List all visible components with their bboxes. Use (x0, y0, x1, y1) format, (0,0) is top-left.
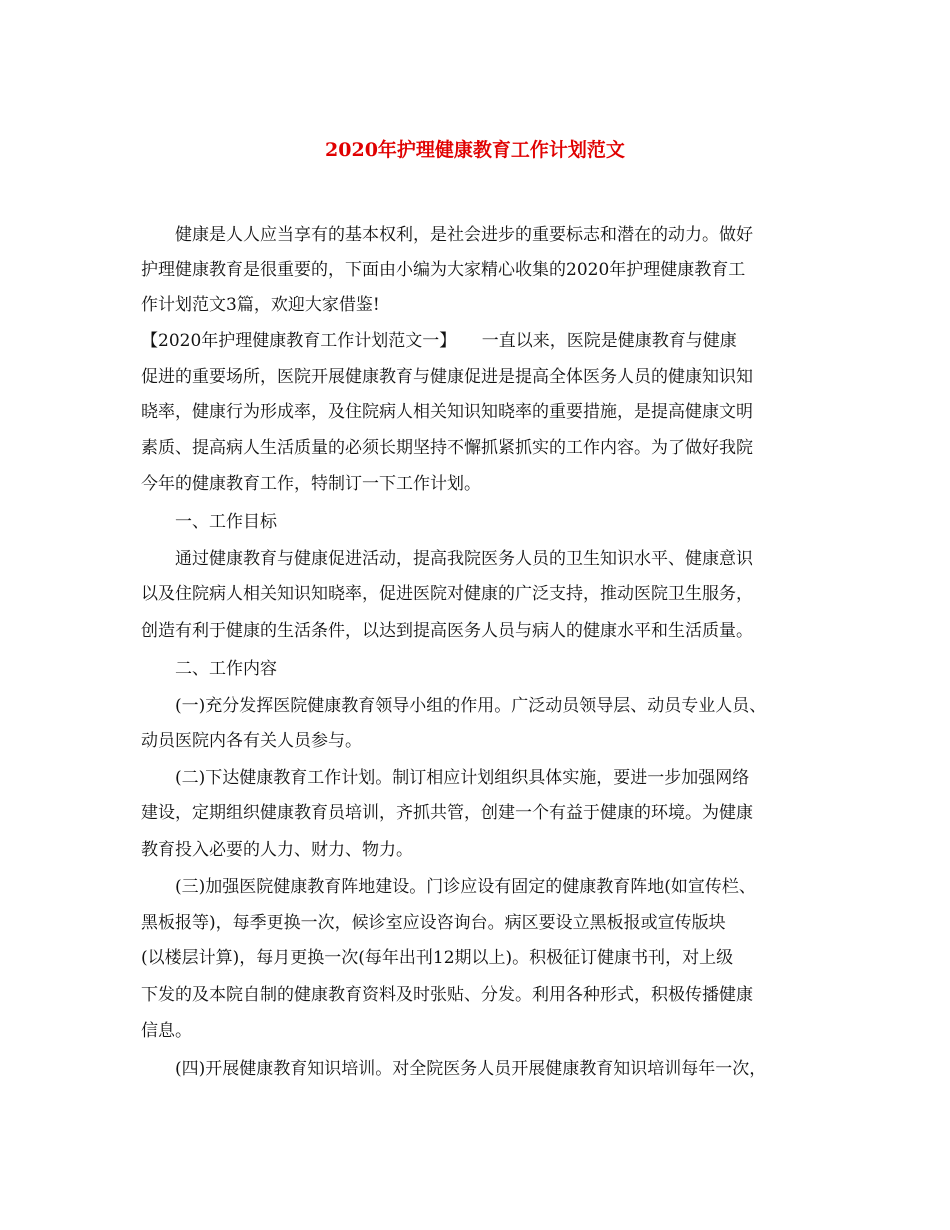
body-line: 素质、提高病人生活质量的必须长期坚持不懈抓紧抓实的工作内容。为了做好我院 (141, 438, 753, 458)
body-line: 晓率，健康行为形成率，及住院病人相关知识知晓率的重要措施，是提高健康文明 (141, 402, 753, 422)
body-line: (一)充分发挥医院健康教育领导小组的作用。广泛动员领导层、动员专业人员、 (141, 696, 767, 716)
body-line: (以楼层计算)，每月更换一次(每年出刊12期以上)。积极征订健康书刊，对上级 (141, 948, 734, 968)
section-heading: 二、工作内容 (141, 659, 277, 679)
body-line: 促进的重要场所，医院开展健康教育与健康促进是提高全体医务人员的健康知识知 (141, 367, 753, 387)
body-line: 健康是人人应当享有的基本权利，是社会进步的重要标志和潜在的动力。做好 (141, 225, 753, 245)
body-line: 动员医院内各有关人员参与。 (141, 731, 362, 751)
body-line: 下发的及本院自制的健康教育资料及时张贴、分发。利用各种形式，积极传播健康 (141, 985, 753, 1005)
body-line: 作计划范文3篇，欢迎大家借鉴! (141, 295, 380, 315)
body-line: 教育投入必要的人力、财力、物力。 (141, 840, 413, 860)
body-line: 护理健康教育是很重要的，下面由小编为大家精心收集的2020年护理健康教育工 (141, 260, 746, 280)
body-line: 通过健康教育与健康促进活动，提高我院医务人员的卫生知识水平、健康意识 (141, 549, 753, 569)
body-line: 建设，定期组织健康教育员培训，齐抓共管，创建一个有益于健康的环境。为健康 (141, 803, 753, 823)
body-line: 信息。 (141, 1021, 192, 1041)
section-heading: 一、工作目标 (141, 512, 277, 532)
body-line: 今年的健康教育工作，特制订一下工作计划。 (141, 474, 481, 494)
body-line: 黑板报等)，每季更换一次，候诊室应设咨询台。病区要设立黑板报或宣传版块 (141, 913, 726, 933)
body-line: 【2020年护理健康教育工作计划范文一】 一直以来，医院是健康教育与健康 (141, 331, 737, 351)
body-line: (二)下达健康教育工作计划。制订相应计划组织具体实施，要进一步加强网络 (141, 768, 750, 788)
document-title: 2020年护理健康教育工作计划范文 (325, 139, 625, 161)
body-line: 创造有利于健康的生活条件，以达到提高医务人员与病人的健康水平和生活质量。 (141, 621, 753, 641)
body-line: 以及住院病人相关知识知晓率，促进医院对健康的广泛支持，推动医院卫生服务， (141, 584, 753, 604)
body-line: (四)开展健康教育知识培训。对全院医务人员开展健康教育知识培训每年一次， (141, 1059, 767, 1079)
body-line: (三)加强医院健康教育阵地建设。门诊应设有固定的健康教育阵地(如宣传栏、 (141, 877, 756, 897)
